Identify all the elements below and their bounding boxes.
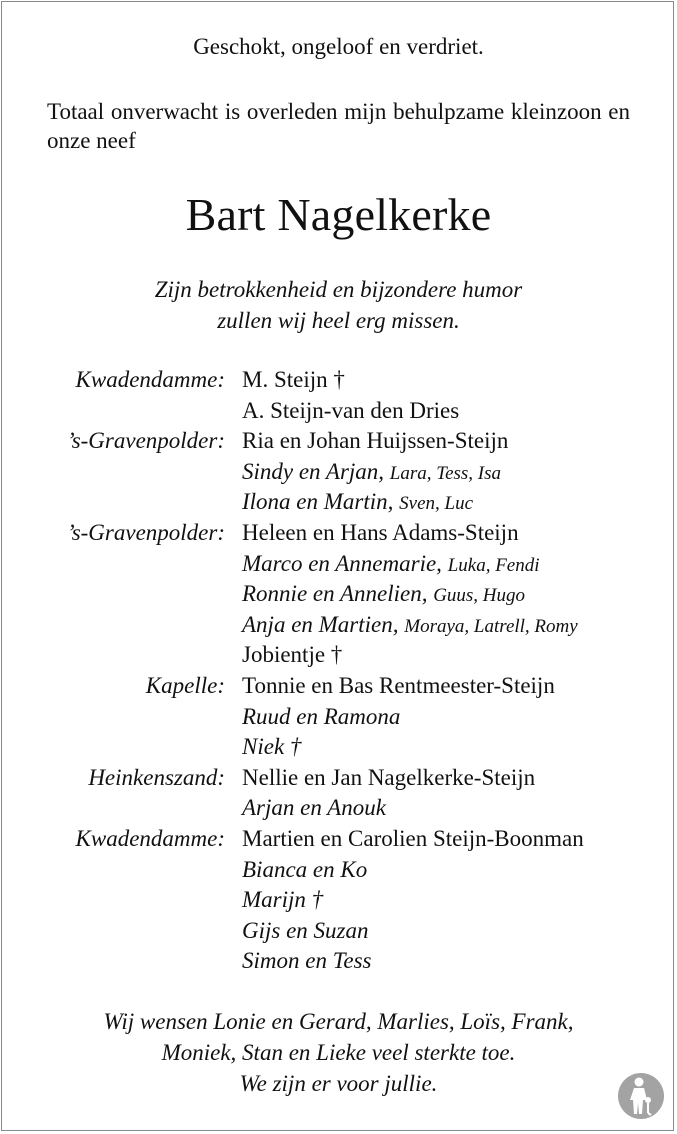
family-members (242, 824, 584, 855)
family-row (0, 396, 677, 427)
family-members (242, 610, 578, 643)
family-place: Kwadendamme: (75, 367, 225, 392)
family-row (0, 640, 677, 671)
quote-line: zullen wij heel erg missen. (217, 308, 460, 333)
family-row (0, 702, 677, 733)
family-row (0, 855, 677, 886)
family-members (242, 457, 501, 490)
family-members (242, 946, 372, 977)
family-place: Heinkenszand: (88, 764, 225, 790)
closing-message (0, 1006, 677, 1099)
family-names: Gijs en Suzan (242, 917, 369, 943)
family-members (242, 640, 342, 671)
family-row (0, 487, 677, 518)
family-row (0, 365, 677, 396)
family-row (0, 518, 677, 549)
family-members (242, 763, 535, 794)
family-place: ’s-Gravenpolder: (67, 519, 225, 545)
family-members (242, 916, 369, 947)
family-place: Kwadendamme: (75, 825, 225, 851)
family-names: A. Steijn-van den Dries (242, 397, 460, 423)
family-children: Guus, Hugo (433, 585, 526, 607)
quote-line: Zijn betrokkenheid en bijzondere humor (154, 277, 523, 302)
family-members (242, 426, 508, 457)
family-names: M. Steijn † (242, 367, 345, 392)
family-members (242, 855, 367, 886)
family-row (0, 610, 677, 641)
family-row (0, 916, 677, 947)
family-names: Jobientje † (242, 642, 343, 668)
family-names: Arjan en Anouk (242, 795, 386, 821)
closing-line: We zijn er voor jullie. (239, 1071, 438, 1096)
family-row (0, 457, 677, 488)
family-children: Moraya, Latrell, Romy (404, 615, 578, 637)
family-names: Ronnie en Annelien, (242, 581, 428, 607)
family-members (242, 885, 323, 916)
family-place: Kapelle: (145, 672, 225, 698)
family-members (242, 702, 400, 733)
family-row (0, 885, 677, 916)
family-row (0, 793, 677, 824)
family-names: Marijn † (242, 887, 324, 913)
announcement-text: Totaal onverwacht is overleden mijn behulpzame kleinzoon en onze neef (47, 99, 630, 153)
family-members (242, 793, 386, 824)
family-row (0, 732, 677, 763)
family-members (242, 396, 459, 427)
family-names: Bianca en Ko (242, 856, 368, 882)
memorial-logo-icon (617, 1072, 665, 1120)
family-names: Anja en Martien, (242, 611, 399, 637)
family-row (0, 946, 677, 977)
family-place: ’s-Gravenpolder: (67, 428, 225, 454)
family-names: Tonnie en Bas Rentmeester-Steijn (242, 672, 555, 698)
family-names: Nellie en Jan Nagelkerke-Steijn (242, 764, 536, 790)
family-row (0, 426, 677, 457)
family-members (242, 732, 301, 763)
family-members (242, 549, 540, 582)
family-row (0, 763, 677, 794)
family-names: Marco en Annemarie, (242, 550, 442, 576)
family-names: Heleen en Hans Adams-Steijn (242, 519, 519, 545)
closing-line: Moniek, Stan en Lieke veel sterkte toe. (161, 1040, 516, 1065)
family-children: Luka, Fendi (447, 554, 540, 576)
family-members (242, 579, 525, 612)
family-names: Niek † (242, 734, 302, 760)
family-row (0, 549, 677, 580)
tribute-quote (0, 274, 677, 336)
family-names: Ilona en Martin, (242, 489, 394, 515)
deceased-name: Bart Nagelkerke (185, 189, 492, 240)
family-names: Sindy en Arjan, (242, 458, 385, 484)
family-row (0, 671, 677, 702)
family-children: Sven, Luc (399, 493, 474, 515)
intro-line: Geschokt, ongeloof en verdriet. (193, 34, 484, 59)
family-names: Ruud en Ramona (242, 703, 401, 729)
family-members (242, 365, 345, 396)
family-names: Martien en Carolien Steijn-Boonman (242, 825, 584, 851)
family-list (0, 365, 677, 977)
family-names: Simon en Tess (242, 948, 372, 974)
family-names: Ria en Johan Huijssen-Steijn (242, 428, 509, 454)
family-members (242, 671, 555, 702)
family-members (242, 518, 519, 549)
family-row (0, 824, 677, 855)
family-children: Lara, Tess, Isa (389, 462, 502, 484)
family-members (242, 487, 473, 520)
closing-line: Wij wensen Lonie en Gerard, Marlies, Loïs, Frank, (103, 1009, 574, 1034)
family-row (0, 579, 677, 610)
